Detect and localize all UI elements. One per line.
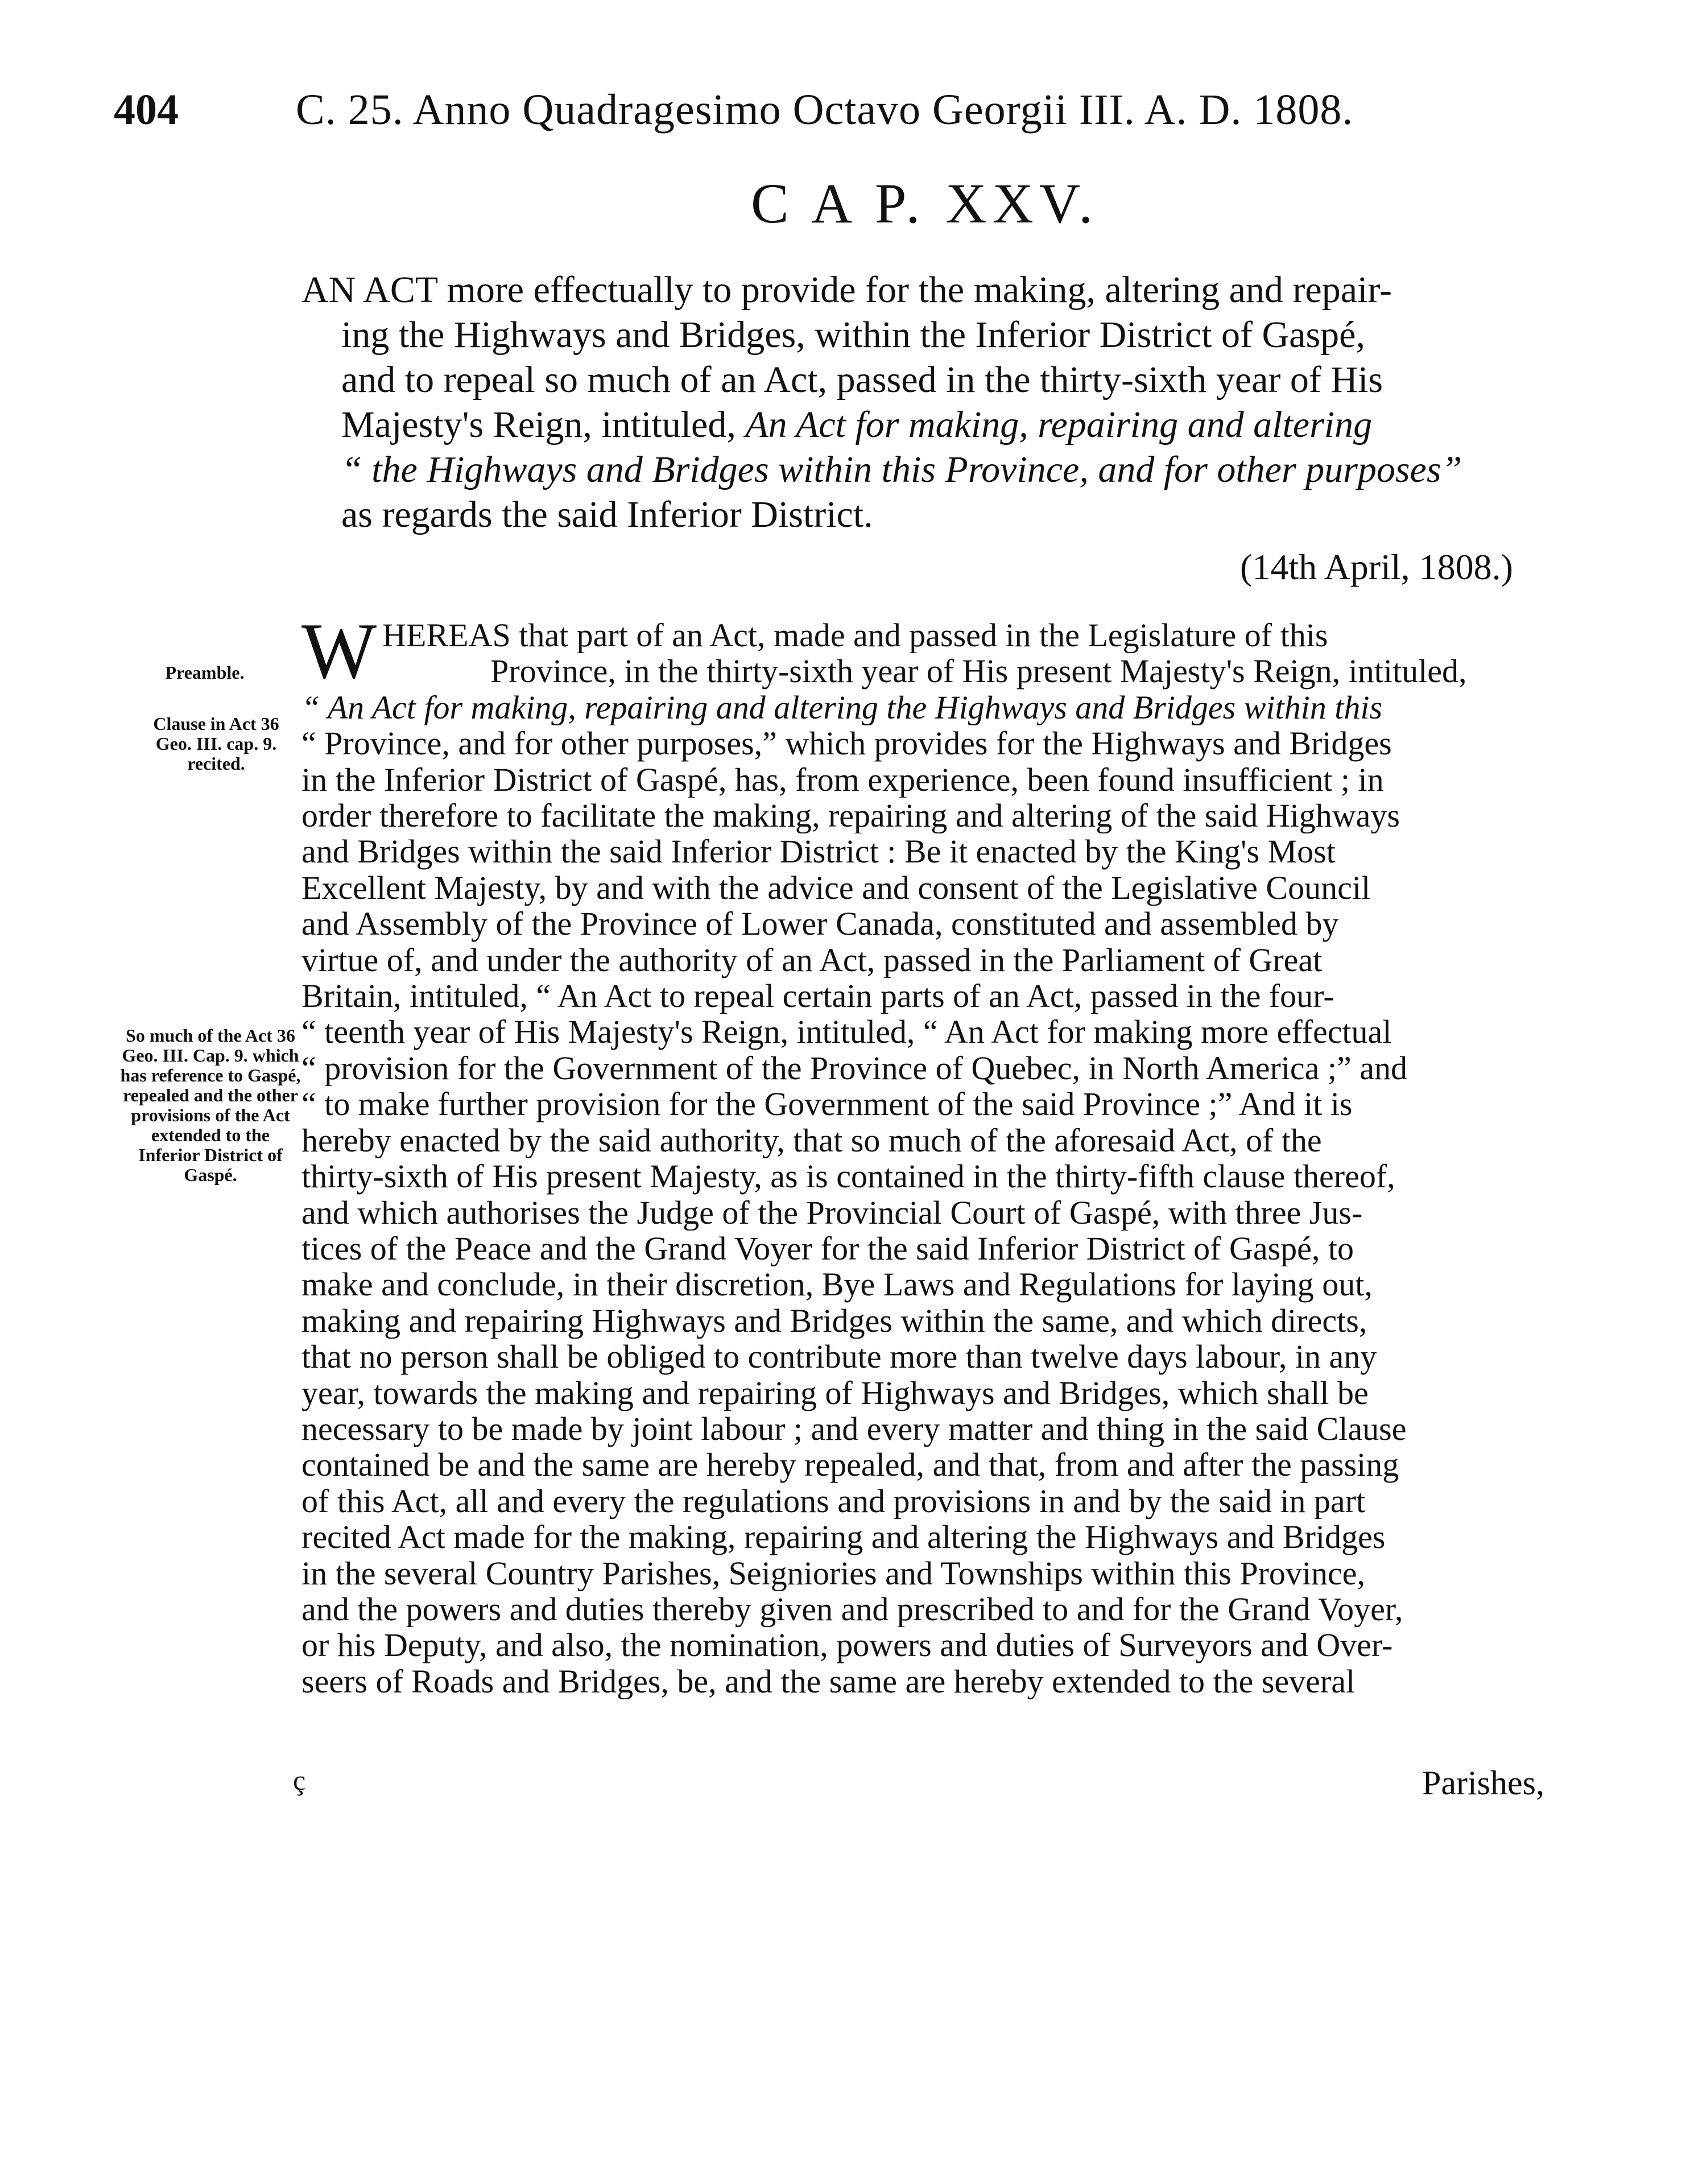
act-title-line: and to repeal so much of an Act, passed in the thirty-sixth year of His	[341, 359, 1383, 401]
page-number: 404	[114, 86, 179, 134]
body-line: order therefore to facilitate the making, repairing and altering of the said Highways	[301, 798, 1400, 834]
body-line: of this Act, all and every the regulations and provisions in and by the said in part	[301, 1483, 1366, 1520]
act-title-text: Majesty's Reign, intituled,	[341, 404, 736, 445]
act-title-line: as regards the said Inferior District.	[341, 494, 873, 535]
act-title	[301, 267, 1570, 537]
body-line: “ provision for the Government of the Province of Quebec, in North America ;” and	[301, 1050, 1408, 1087]
running-title: C. 25. Anno Quadragesimo Octavo Georgii III. A. D. 1808.	[296, 86, 1354, 134]
body-line: making and repairing Highways and Bridges within the same, and which directs,	[301, 1302, 1367, 1339]
act-title-line	[301, 447, 1570, 492]
body-line	[301, 690, 1576, 725]
act-title-line: AN ACT more effectually to provide for the making, altering and repair-	[301, 269, 1392, 311]
body-line: HEREAS that part of an Act, made and passed in the Legislature of this	[382, 617, 1328, 654]
body-line: Excellent Majesty, by and with the advice and consent of the Legislative Council	[301, 869, 1371, 906]
body-text	[301, 607, 1576, 1700]
body-line: and which authorises the Judge of the Provincial Court of Gaspé, with three Jus-	[301, 1194, 1363, 1231]
body-line: thirty-sixth of His present Majesty, as is contained in the thirty-fifth clause thereof,	[301, 1158, 1395, 1195]
drop-cap: W	[301, 607, 377, 695]
body-line: contained be and the same are hereby repealed, and that, from and after the passing	[301, 1447, 1399, 1483]
act-title-line: ing the Highways and Bridges, within the Inferior District of Gaspé,	[341, 314, 1365, 356]
chapter-heading: C A P. XXV.	[751, 172, 1099, 235]
stray-mark: ç	[293, 1764, 306, 1796]
act-date: (14th April, 1808.)	[1240, 547, 1513, 587]
body-line: “ teenth year of His Majesty's Reign, intituled, “ An Act for making more effectual	[301, 1014, 1392, 1050]
body-line: hereby enacted by the said authority, that so much of the aforesaid Act, of the	[301, 1122, 1322, 1159]
body-line: year, towards the making and repairing of Highways and Bridges, which shall be	[301, 1374, 1369, 1411]
act-title-italic: An Act for making, repairing and altering	[745, 404, 1373, 445]
body-italic: “ An Act for making, repairing and altering the Highways and Bridges within this	[301, 689, 1383, 726]
body-line: that no person shall be obliged to contribute more than twelve days labour, in any	[301, 1339, 1377, 1375]
body-line: or his Deputy, and also, the nomination, powers and duties of Surveyors and Over-	[301, 1627, 1393, 1663]
body-line: seers of Roads and Bridges, be, and the same are hereby extended to the several	[301, 1663, 1356, 1700]
body-line: “ to make further provision for the Government of the said Province ;” And it is	[301, 1086, 1353, 1122]
page-header	[114, 85, 1570, 148]
body-line: virtue of, and under the authority of an Act, passed in the Parliament of Great	[301, 942, 1323, 979]
body-line: and Bridges within the said Inferior District : Be it enacted by the King's Most	[301, 833, 1336, 870]
body-line: recited Act made for the making, repairing and altering the Highways and Bridges	[301, 1519, 1386, 1555]
body-line: and the powers and duties thereby given and prescribed to and for the Grand Voyer,	[301, 1591, 1403, 1628]
body-line: Province, in the thirty-sixth year of His present Majesty's Reign, intituled,	[490, 653, 1467, 690]
margin-note-repeal: So much of the Act 36 Geo. III. Cap. 9. which has reference to Gaspé, repealed and the other provisions of the Act extended to the Inferior District of Gaspé.	[120, 1025, 301, 1185]
act-title-line	[301, 402, 1570, 447]
body-line: and Assembly of the Province of Lower Canada, constituted and assembled by	[301, 906, 1339, 942]
body-line: Britain, intituled, “ An Act to repeal certain parts of an Act, passed in the four-	[301, 978, 1334, 1014]
margin-note-clause: Clause in Act 36 Geo. III. cap. 9. recited.	[153, 713, 279, 774]
body-line: in the several Country Parishes, Seigniories and Townships within this Province,	[301, 1555, 1366, 1591]
body-line: make and conclude, in their discretion, Bye Laws and Regulations for laying out,	[301, 1266, 1373, 1303]
body-line: “ Province, and for other purposes,” which provides for the Highways and Bridges	[301, 725, 1392, 762]
body-line: tices of the Peace and the Grand Voyer for the said Inferior District of Gaspé, to	[301, 1230, 1354, 1267]
act-title-italic: “ the Highways and Bridges within this Province, and for other purposes”	[341, 449, 1462, 490]
catchword: Parishes,	[1422, 1764, 1544, 1802]
body-line: in the Inferior District of Gaspé, has, from experience, been found insufficient ; in	[301, 761, 1384, 798]
margin-note-preamble: Preamble.	[165, 662, 245, 683]
body-line: necessary to be made by joint labour ; and every matter and thing in the said Clause	[301, 1410, 1407, 1447]
